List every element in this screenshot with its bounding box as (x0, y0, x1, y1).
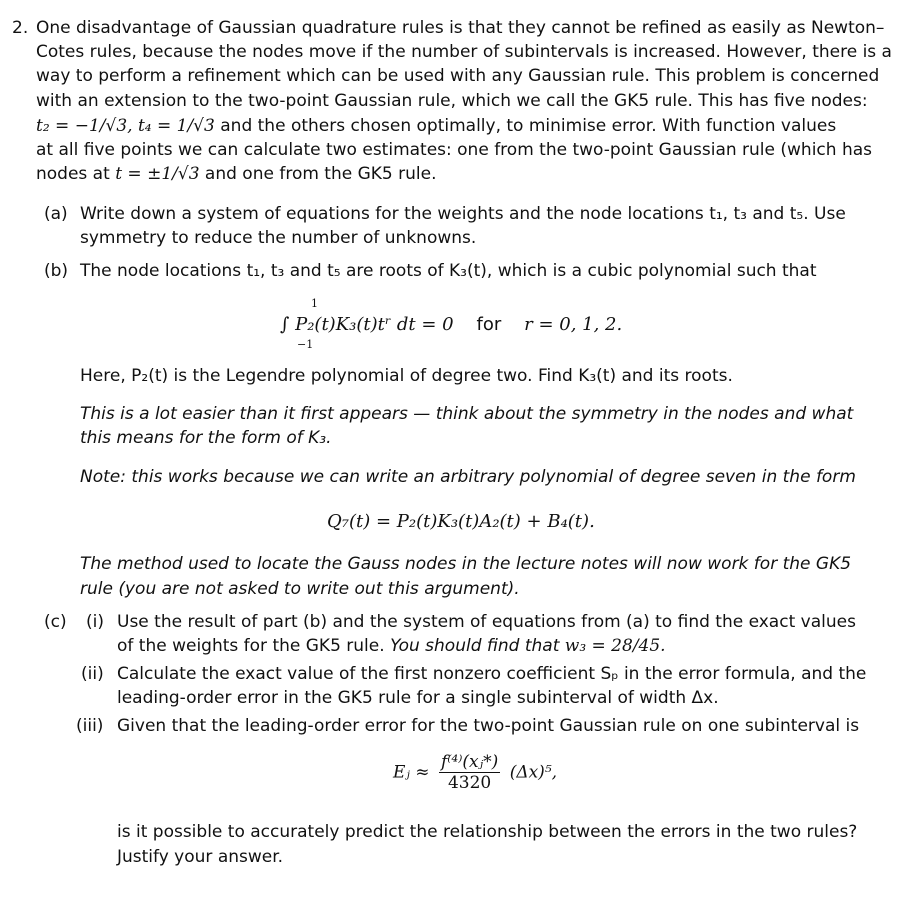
part-b-label: (b) (44, 261, 69, 281)
part-c-ii-label: (ii) (81, 664, 104, 684)
node-values-math: t₂ = −1/√3, t₄ = 1/√3 (36, 116, 215, 136)
method-line: The method used to locate the Gauss nodes in the lecture notes will now work for the GK5 (80, 554, 852, 574)
r-values-math: r = 0, 1, 2. (524, 314, 623, 335)
intro-text: nodes at (36, 164, 110, 184)
intro-line: with an extension to the two-point Gaussian rule, which we call the GK5 rule. This has five nodes: (36, 91, 868, 111)
nodes-math: t = ±1/√3 (115, 164, 200, 184)
intro-line-with-math (36, 162, 437, 186)
intro-line-with-math (36, 114, 836, 138)
legendre-line: Here, P₂(t) is the Legendre polynomial of degree two. Find K₃(t) and its roots. (80, 366, 733, 386)
q7-equation: Q₇(t) = P₂(t)K₃(t)A₂(t) + B₄(t). (327, 511, 595, 532)
hint-line: this means for the form of K₃. (80, 428, 332, 448)
problem-number: 2. (12, 18, 29, 38)
part-c-label: (c) (44, 612, 67, 632)
error-fraction (439, 752, 500, 793)
error-numerator: f⁽⁴⁾(xⱼ*) (440, 752, 499, 772)
part-c-i-hint: You should find that (390, 636, 560, 656)
error-lhs: Eⱼ ≈ (393, 762, 430, 783)
part-c-iii-after: is it possible to accurately predict the relationship between the errors in the two rules? (117, 822, 858, 842)
error-tail: (Δx)⁵, (509, 762, 558, 783)
hint-line: This is a lot easier than it first appears — think about the symmetry in the nodes and what (80, 404, 854, 424)
part-c-i-line: Use the result of part (b) and the system of equations from (a) to find the exact values (117, 612, 856, 632)
part-a-line: symmetry to reduce the number of unknowns. (80, 228, 477, 248)
error-denominator: 4320 (447, 773, 492, 793)
integral-lower-limit: −1 (297, 338, 314, 351)
part-c-ii-line: leading-order error in the GK5 rule for a single subinterval of width Δx. (117, 688, 719, 708)
part-c-iii-after: Justify your answer. (117, 847, 284, 867)
intro-line: Cotes rules, because the nodes move if the number of subintervals is increased. However, there is a (36, 42, 892, 62)
method-line: rule (you are not asked to write out this argument). (80, 579, 520, 599)
part-c-iii-label: (iii) (76, 716, 104, 736)
integral-for: for (476, 314, 502, 335)
part-c-i-line-with-math (117, 634, 666, 658)
note-line: Note: this works because we can write an arbitrary polynomial of degree seven in the form (80, 467, 856, 487)
intro-line: at all five points we can calculate two estimates: one from the two-point Gaussian rule (which has (36, 140, 872, 160)
part-c-iii-line: Given that the leading-order error for the two-point Gaussian rule on one subinterval is (117, 716, 860, 736)
integral-upper-limit: 1 (311, 297, 318, 310)
error-formula (393, 752, 557, 793)
integral-equation (280, 313, 622, 337)
part-c-ii-line: Calculate the exact value of the first nonzero coefficient Sₚ in the error formula, and the (117, 664, 867, 684)
intro-text: and the others chosen optimally, to minimise error. With function values (220, 116, 837, 136)
intro-line: way to perform a refinement which can be used with any Gaussian rule. This problem is concerned (36, 66, 880, 86)
intro-line: One disadvantage of Gaussian quadrature rules is that they cannot be refined as easily as Newton– (36, 18, 885, 38)
intro-text: and one from the GK5 rule. (204, 164, 437, 184)
part-c-i-label: (i) (86, 612, 104, 632)
w3-math: w₃ = 28/45. (564, 636, 666, 656)
integral-math: ∫ P₂(t)K₃(t)tʳ dt = 0 (280, 314, 454, 335)
part-a-label: (a) (44, 204, 68, 224)
part-b-line: The node locations t₁, t₃ and t₅ are roots of K₃(t), which is a cubic polynomial such that (80, 261, 817, 281)
part-c-i-text: of the weights for the GK5 rule. (117, 636, 385, 656)
part-a-line: Write down a system of equations for the weights and the node locations t₁, t₃ and t₅. Use (80, 204, 846, 224)
